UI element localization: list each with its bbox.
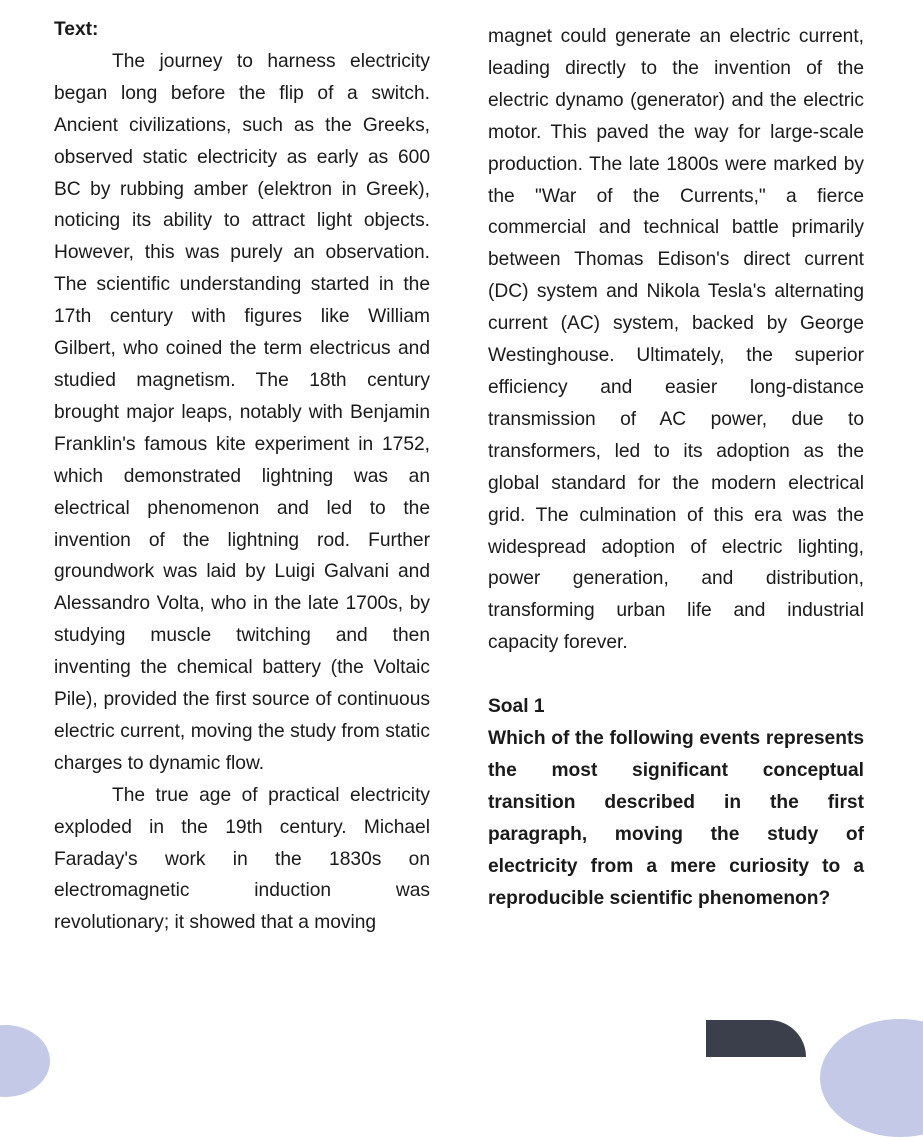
question-title: Soal 1 <box>488 696 545 718</box>
decorative-shape-dark <box>706 1020 806 1057</box>
decorative-shape-right <box>820 1019 923 1137</box>
right-column <box>488 21 864 914</box>
paragraph-1: The journey to harness electricity began long before the flip of a switch. Ancient civilizations, such as the Greeks, observed static electricity as early as 600 BC by rubbing amber (elektron in Greek), noticing its ability to attract light objects. However, this was purely an observation. The scientific understanding started in the 17th century with figures like William Gilbert, who coined the term electricus and studied magnetism. The 18th century brought major leaps, notably with Benjamin Franklin's famous kite experiment in 1752, which demonstrated lightning was an electrical phenomenon and led to the invention of the lightning rod. Further groundwork was laid by Luigi Galvani and Alessandro Volta, who in the late 1700s, by studying muscle twitching and then inventing the chemical battery (the Voltaic Pile), provided the first source of continuous electric current, moving the study from static charges to dynamic flow. <box>54 50 430 774</box>
left-column <box>54 14 430 939</box>
text-heading: Text: <box>54 19 99 40</box>
spacer <box>488 659 864 691</box>
decorative-shape-left <box>0 1025 50 1097</box>
question-text: Which of the following events represents the most significant conceptual transition described in the first paragraph, moving the study of electricity from a mere curiosity to a reproducible scientific phenomenon? <box>488 728 864 909</box>
paragraph-2-end: magnet could generate an electric current, leading directly to the invention of the electric dynamo (generator) and the electric motor. This paved the way for large-scale production. The late 1800s were marked by the "War of the Currents," a fierce commercial and technical battle primarily between Thomas Edison's direct current (DC) system and Nikola Tesla's alternating current (AC) system, backed by George Westinghouse. Ultimately, the superior efficiency and easier long-distance transmission of AC power, due to transformers, led to its adoption as the global standard for the modern electrical grid. The culmination of this era was the widespread adoption of electric lighting, power generation, and distribution, transforming urban life and industrial capacity forever. <box>488 26 864 654</box>
paragraph-2-start: The true age of practical electricity exploded in the 19th century. Michael Faraday's work in the 1830s on electromagnetic induction was revolutionary; it showed that a moving <box>54 784 430 934</box>
